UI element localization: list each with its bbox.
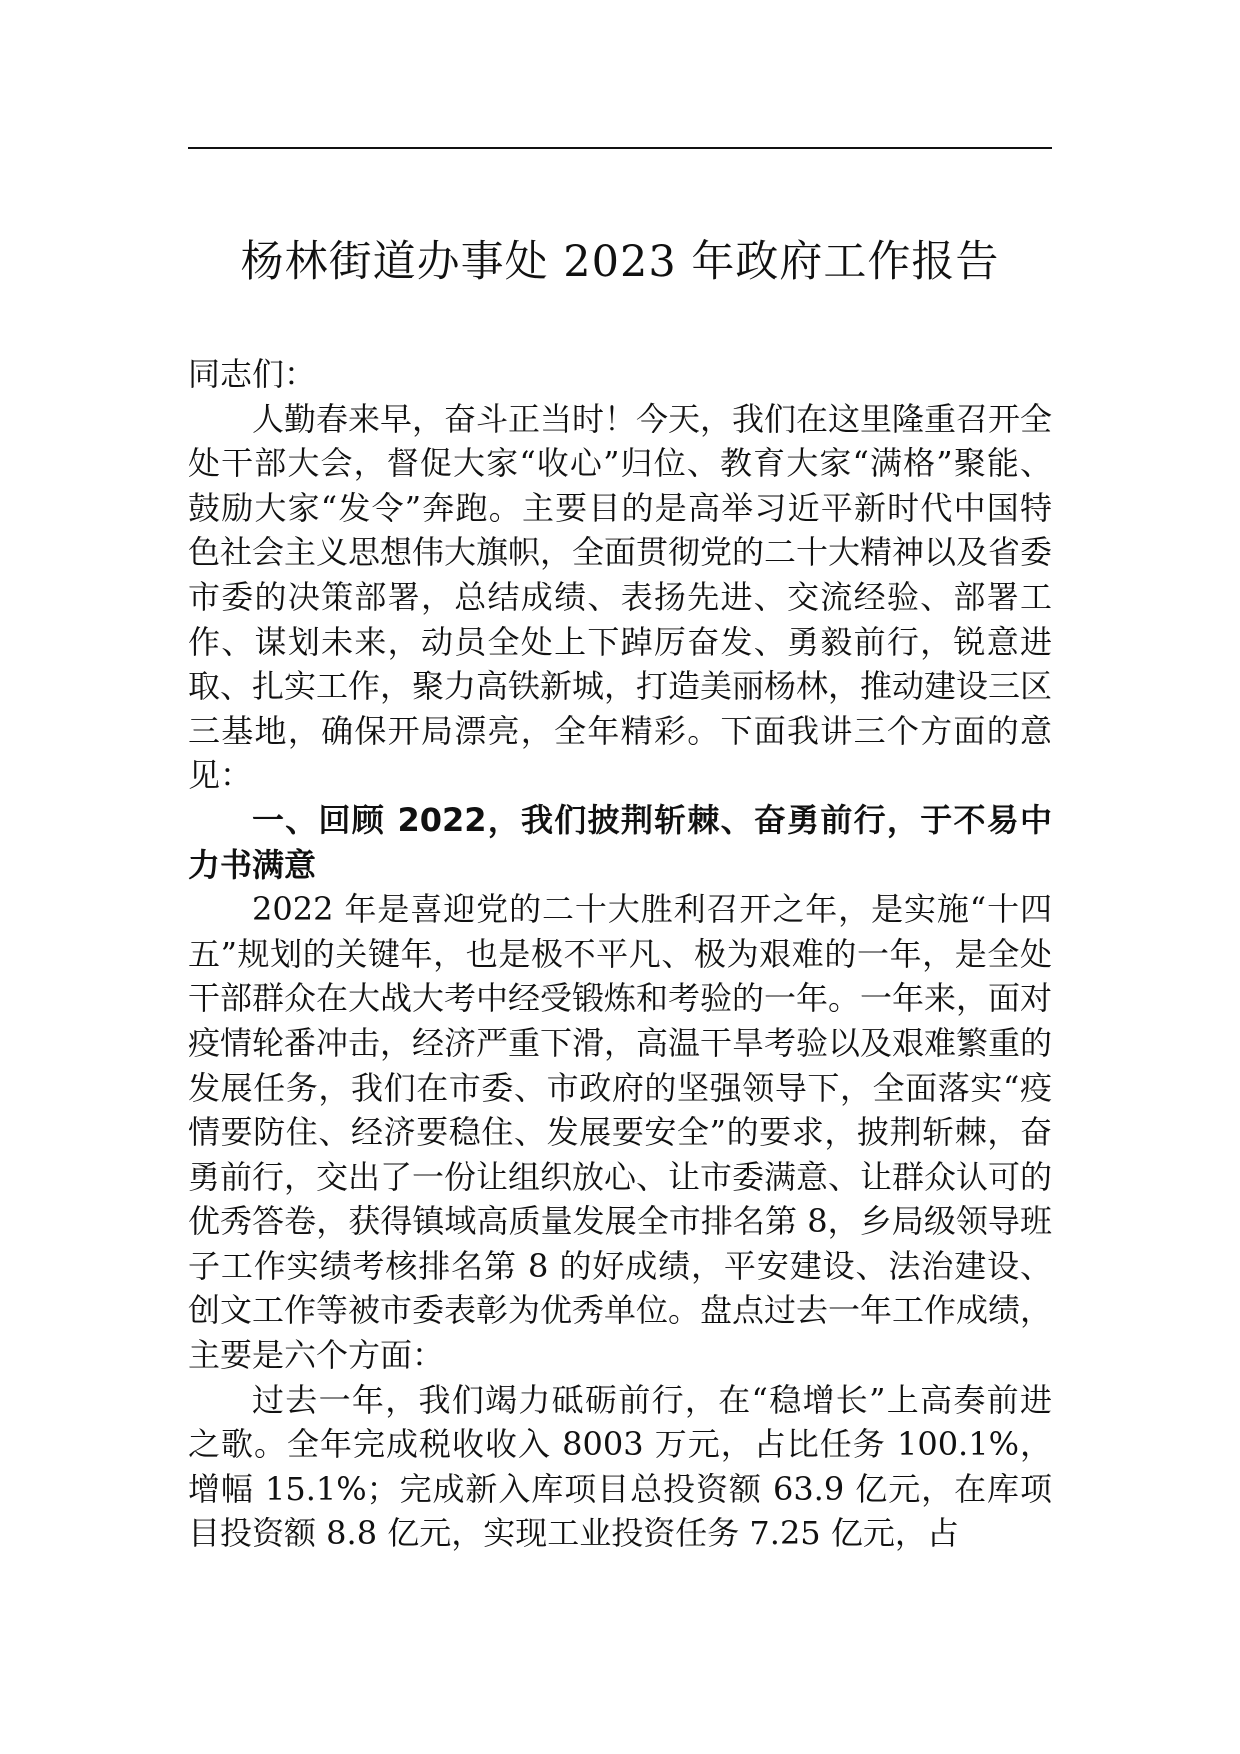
document-title: 杨林街道办事处 2023 年政府工作报告	[240, 237, 1000, 287]
salutation: 同志们：	[188, 355, 317, 393]
growth-paragraph: 过去一年，我们竭力砥砺前行，在“稳增长”上高奏前进之歌。全年完成税收收入 8003 万元，占比任务 100.1%，增幅 15.1%；完成新入库项目总投资额 63.9 亿元，在库项目投资额 8.8 亿元，实现工业投资任务 7.25 亿元，占	[188, 1380, 1052, 1553]
document-body	[188, 352, 1052, 1556]
header-rule	[188, 147, 1052, 149]
intro-paragraph: 人勤春来早，奋斗正当时！今天，我们在这里隆重召开全处干部大会，督促大家“收心”归位、教育大家“满格”聚能、鼓励大家“发令”奔跑。主要目的是高举习近平新时代中国特色社会主义思想伟大旗帜，全面贯彻党的二十大精神以及省委市委的决策部署，总结成绩、表扬先进、交流经验、部署工作、谋划未来，动员全处上下踔厉奋发、勇毅前行，锐意进取、扎实工作，聚力高铁新城，打造美丽杨林，推动建设三区三基地，确保开局漂亮，全年精彩。下面我讲三个方面的意见：	[188, 399, 1053, 795]
section-heading: 一、回顾 2022，我们披荆斩棘、奋勇前行，于不易中力书满意	[188, 800, 1052, 884]
review-paragraph: 2022 年是喜迎党的二十大胜利召开之年，是实施“十四五”规划的关键年，也是极不平凡、极为艰难的一年，是全处干部群众在大战大考中经受锻炼和考验的一年。一年来，面对疫情轮番冲击，经济严重下滑，高温干旱考验以及艰难繁重的发展任务，我们在市委、市政府的坚强领导下，全面落实“疫情要防住、经济要稳住、发展要安全”的要求，披荆斩棘，奋勇前行，交出了一份让组织放心、让市委满意、让群众认可的优秀答卷，获得镇域高质量发展全市排名第 8，乡局级领导班子工作实绩考核排名第 8 的好成绩，平安建设、法治建设、创文工作等被市委表彰为优秀单位。盘点过去一年工作成绩，主要是六个方面：	[188, 890, 1053, 1375]
